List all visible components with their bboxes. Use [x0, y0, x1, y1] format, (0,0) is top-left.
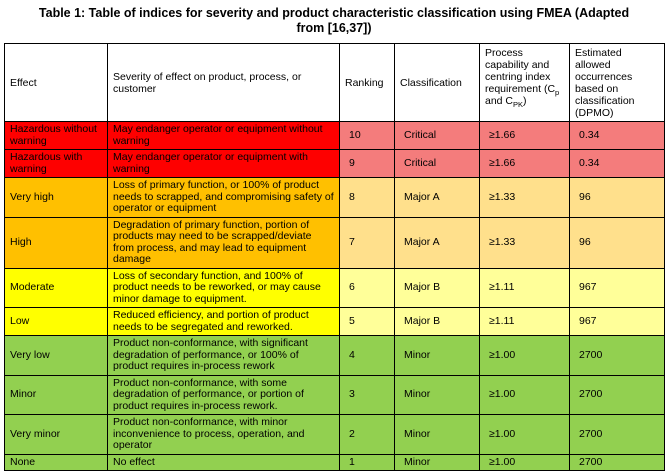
table-row: [5, 150, 665, 178]
cell-ranking: 5: [340, 308, 395, 336]
cell-cp-requirement: ≥1.00: [480, 415, 570, 455]
table-row: [5, 217, 665, 268]
caption-line-1: Table 1: Table of indices for severity and product characteristic classification using FMEA (Adapted: [38, 6, 630, 20]
cp-subscript: p: [555, 88, 560, 98]
cell-severity: No effect: [108, 454, 340, 471]
cell-cp-requirement: ≥1.33: [480, 217, 570, 268]
table-row: [5, 178, 665, 218]
cell-ranking: 10: [340, 122, 395, 150]
cell-classification: Critical: [395, 150, 480, 178]
header-severity: Severity of effect on product, process, or customer: [108, 44, 340, 122]
cell-cp-requirement: ≥1.00: [480, 454, 570, 471]
header-row: [5, 44, 665, 122]
cell-effect: Very low: [5, 336, 108, 376]
cell-dpmo: 2700: [570, 454, 665, 471]
cell-ranking: 3: [340, 375, 395, 415]
cell-ranking: 2: [340, 415, 395, 455]
cell-classification: Critical: [395, 122, 480, 150]
cell-classification: Minor: [395, 454, 480, 471]
cell-ranking: 1: [340, 454, 395, 471]
cell-effect: Hazardous with warning: [5, 150, 108, 178]
table-row: [5, 336, 665, 376]
cell-dpmo: 0.34: [570, 122, 665, 150]
cell-ranking: 8: [340, 178, 395, 218]
cell-effect: Hazardous without warning: [5, 122, 108, 150]
cell-classification: Minor: [395, 336, 480, 376]
header-estimated-dpmo: Estimated allowed occurrences based on classification (DPMO): [570, 44, 665, 122]
cell-dpmo: 967: [570, 268, 665, 308]
cpk-subscript: PK: [513, 100, 524, 110]
cell-dpmo: 967: [570, 308, 665, 336]
table-row: [5, 415, 665, 455]
cell-dpmo: 0.34: [570, 150, 665, 178]
cell-ranking: 6: [340, 268, 395, 308]
cell-cp-requirement: ≥1.00: [480, 375, 570, 415]
table-row: [5, 375, 665, 415]
cell-severity: Product non-conformance, with some degradation of performance, or portion of product requires in-process rework.: [108, 375, 340, 415]
cell-severity: Degradation of primary function, portion of products may need to be scrapped/deviate from process, and may lead to equipment damage: [108, 217, 340, 268]
cell-cp-requirement: ≥1.33: [480, 178, 570, 218]
caption-line-2: from [16,37]): [296, 21, 372, 35]
header-process-capability-index: Process capability and centring index requirement ($C_p$ and $C_{PK}$): [480, 44, 570, 122]
header-ranking: Ranking: [340, 44, 395, 122]
cell-cp-requirement: ≥1.11: [480, 308, 570, 336]
cell-classification: Major B: [395, 308, 480, 336]
table-row: [5, 308, 665, 336]
cell-cp-requirement: ≥1.66: [480, 122, 570, 150]
cell-severity: May endanger operator or equipment without warning: [108, 122, 340, 150]
cell-effect: Very high: [5, 178, 108, 218]
cell-effect: Moderate: [5, 268, 108, 308]
cell-cp-requirement: ≥1.00: [480, 336, 570, 376]
table-header: [5, 44, 665, 122]
cell-effect: High: [5, 217, 108, 268]
cell-ranking: 7: [340, 217, 395, 268]
cell-severity: Product non-conformance, with minor inconvenience to process, operation, and operator: [108, 415, 340, 455]
header-effect: Effect: [5, 44, 108, 122]
cell-dpmo: 2700: [570, 336, 665, 376]
cell-severity: Product non-conformance, with significant degradation of performance, or 100% of product requires in-process rework: [108, 336, 340, 376]
cell-classification: Minor: [395, 415, 480, 455]
table-row: [5, 268, 665, 308]
cell-classification: Major B: [395, 268, 480, 308]
cell-severity: Reduced efficiency, and portion of product needs to be segregated and reworked.: [108, 308, 340, 336]
cell-dpmo: 96: [570, 217, 665, 268]
table-row: [5, 454, 665, 471]
cell-effect: Low: [5, 308, 108, 336]
cell-severity: Loss of secondary function, and 100% of product needs to be reworked, or may cause minor damage to equipment.: [108, 268, 340, 308]
cell-effect: None: [5, 454, 108, 471]
table-caption: [0, 6, 668, 36]
table-body: [5, 122, 665, 471]
fmea-severity-table: [4, 43, 665, 471]
table-row: [5, 122, 665, 150]
header-classification: Classification: [395, 44, 480, 122]
cell-cp-requirement: ≥1.66: [480, 150, 570, 178]
cell-dpmo: 2700: [570, 415, 665, 455]
cell-classification: Major A: [395, 217, 480, 268]
cell-dpmo: 96: [570, 178, 665, 218]
cell-classification: Minor: [395, 375, 480, 415]
cell-severity: May endanger operator or equipment with warning: [108, 150, 340, 178]
cell-effect: Minor: [5, 375, 108, 415]
cell-ranking: 9: [340, 150, 395, 178]
cell-classification: Major A: [395, 178, 480, 218]
cell-severity: Loss of primary function, or 100% of product needs to scrapped, and compromising safety of operator or equipment: [108, 178, 340, 218]
cell-effect: Very minor: [5, 415, 108, 455]
cell-cp-requirement: ≥1.11: [480, 268, 570, 308]
cell-ranking: 4: [340, 336, 395, 376]
cell-dpmo: 2700: [570, 375, 665, 415]
